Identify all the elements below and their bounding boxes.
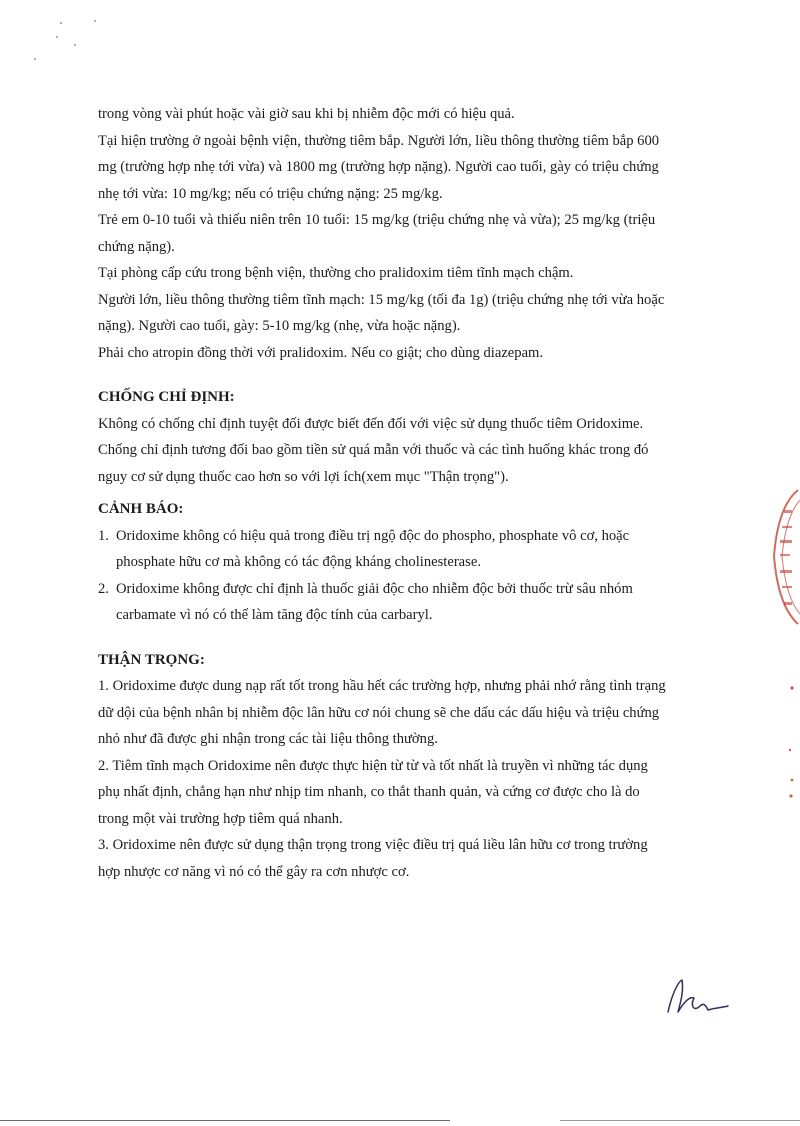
scan-speck [74,44,76,46]
scan-speck [94,20,96,22]
body-line: Chống chỉ định tương đối bao gồm tiền sử quá mẫn với thuốc và các tình huống khác trong đó [98,442,649,458]
scan-specks [20,14,120,74]
section-heading: CẢNH BÁO: [98,501,184,517]
body-line: 2. Tiêm tĩnh mạch Oridoxime nên được thực hiện từ từ và tốt nhất là truyền vì những tác dụng [98,757,648,774]
body-line: Người lớn, liều thông thường tiêm tĩnh mạch: 15 mg/kg (tối đa 1g) (triệu chứng nhẹ tới vừa hoặc [98,291,665,308]
body-line: mg (trường hợp nhẹ tới vừa) và 1800 mg (trường hợp nặng). Người cao tuổi, gày có triệu chứng [98,159,659,175]
signature-mark [660,972,730,1022]
body-line: nhỏ như đã được ghi nhận trong các tài liệu thông thường. [98,731,438,747]
body-line: nặng). Người cao tuổi, gày: 5-10 mg/kg (nhẹ, vừa hoặc nặng). [98,318,461,334]
list-item [98,523,738,576]
stamp-mark [768,486,800,628]
body-line: hợp nhược cơ năng vì nó có thể gây ra cơn nhược cơ. [98,863,410,880]
scan-speck [56,36,58,38]
body-line: Phải cho atropin đồng thời với pralidoxim. Nếu co giật; cho dùng diazepam. [98,344,544,361]
body-line: trong một vài trường hợp tiêm quá nhanh. [98,810,343,827]
body-line: phụ nhất định, chẳng hạn như nhịp tim nhanh, co thắt thanh quản, và cứng cơ được cho là do [98,784,640,800]
section-heading: CHỐNG CHỈ ĐỊNH: [98,389,235,405]
footer-rule [0,1120,450,1121]
body-line: trong vòng vài phút hoặc vài giờ sau khi bị nhiễm độc mới có hiệu quả. [98,106,515,122]
contraindications-section [98,384,738,490]
document-body [98,101,738,885]
list-line: Oridoxime không có hiệu quả trong điều trị ngộ độc do phospho, phosphate vô cơ, hoặc [116,527,630,544]
body-line: 1. Oridoxime được dung nạp rất tốt trong hầu hết các trường hợp, nhưng phải nhớ rằng tình trạng [98,678,666,694]
list-line: phosphate hữu cơ mà không có tác động kháng cholinesterase. [116,554,481,570]
section-heading: THẬN TRỌNG: [98,651,205,668]
body-line: Trẻ em 0-10 tuổi và thiếu niên trên 10 tuổi: 15 mg/kg (triệu chứng nhẹ và vừa); 25 mg/kg (triệu [98,212,656,228]
list-number: 2. [98,580,109,597]
precautions-section [98,647,738,886]
list-line: Oridoxime không được chỉ định là thuốc giải độc cho nhiễm độc bởi thuốc trừ sâu nhóm [116,580,633,597]
body-line: Tại hiện trường ở ngoài bệnh viện, thường tiêm bắp. Người lớn, liều thông thường tiêm bắp 600 [98,132,660,149]
footer-rule [560,1120,800,1121]
scan-speck [60,22,62,24]
body-line: nhẹ tới vừa: 10 mg/kg; nếu có triệu chứng nặng: 25 mg/kg. [98,185,443,202]
dosage-section [98,101,738,366]
body-line: Tại phòng cấp cứu trong bệnh viện, thường cho pralidoxim tiêm tĩnh mạch chậm. [98,265,574,281]
scan-speck [34,58,36,60]
body-line: chứng nặng). [98,238,175,255]
list-number: 1. [98,527,109,544]
edge-marks [780,680,796,810]
body-line: dữ dội của bệnh nhân bị nhiễm độc lân hữu cơ nói chung sẽ che dấu các dấu hiệu và triệu chứng [98,704,660,721]
list-line: carbamate vì nó có thể làm tăng độc tính của carbaryl. [116,607,433,623]
body-line: nguy cơ sử dụng thuốc cao hơn so với lợi ích(xem mục "Thận trọng"). [98,468,509,485]
body-line: Không có chống chỉ định tuyệt đối được biết đến đối với việc sử dụng thuốc tiêm Oridoxime. [98,415,644,432]
body-line: 3. Oridoxime nên được sử dụng thận trọng trong việc điều trị quá liều lân hữu cơ trong trường [98,837,648,853]
list-item [98,576,738,629]
warnings-section [98,496,738,629]
